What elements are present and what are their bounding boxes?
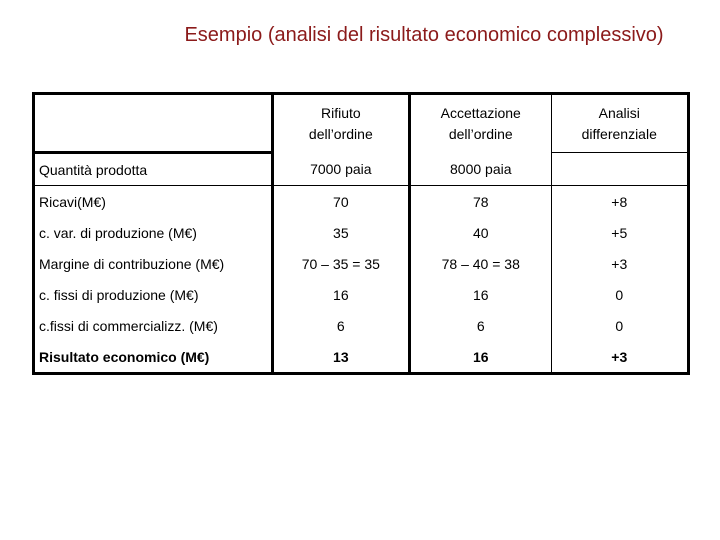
slide-title: Esempio (analisi del risultato economico complessivo) [184, 24, 664, 46]
row-label: c. fissi di produzione (M€) [34, 279, 273, 310]
cell-accettazione: 78 – 40 = 38 [410, 248, 551, 279]
table-header-row [34, 94, 689, 153]
row-label: Margine di contribuzione (M€) [34, 248, 273, 279]
cell-accettazione: 78 [410, 186, 551, 218]
cell-rifiuto: 70 [272, 186, 409, 218]
cell-rifiuto: 70 – 35 = 35 [272, 248, 409, 279]
cell-analisi: +8 [551, 186, 689, 218]
cell-analisi: 0 [551, 279, 689, 310]
row-label: Quantità prodotta [34, 153, 273, 186]
cell-accettazione: 8000 paia [410, 153, 551, 186]
cell-analisi: +3 [551, 341, 689, 374]
table-row [34, 279, 689, 310]
header-rifiuto: Rifiuto dell’ordine [272, 94, 409, 153]
cell-analisi: +3 [551, 248, 689, 279]
cell-analisi: 0 [551, 310, 689, 341]
cell-rifiuto: 35 [272, 217, 409, 248]
table-row [34, 310, 689, 341]
cell-rifiuto: 13 [272, 341, 409, 374]
row-label: Risultato economico (M€) [34, 341, 273, 374]
cell-analisi [551, 153, 689, 186]
header-accettazione: Accettazione dell’ordine [410, 94, 551, 153]
cell-accettazione: 40 [410, 217, 551, 248]
header-corner-cell [34, 94, 273, 153]
cell-rifiuto: 16 [272, 279, 409, 310]
economic-analysis-table [32, 92, 690, 375]
row-label: c. var. di produzione (M€) [34, 217, 273, 248]
cell-rifiuto: 6 [272, 310, 409, 341]
cell-analisi: +5 [551, 217, 689, 248]
header-analisi: Analisi differenziale [551, 94, 689, 153]
table-row [34, 186, 689, 218]
table-row [34, 153, 689, 186]
table-row [34, 248, 689, 279]
cell-rifiuto: 7000 paia [272, 153, 409, 186]
row-label: c.fissi di commercializz. (M€) [34, 310, 273, 341]
table-row [34, 217, 689, 248]
row-label: Ricavi(M€) [34, 186, 273, 218]
cell-accettazione: 16 [410, 279, 551, 310]
cell-accettazione: 16 [410, 341, 551, 374]
table-row-total [34, 341, 689, 374]
cell-accettazione: 6 [410, 310, 551, 341]
